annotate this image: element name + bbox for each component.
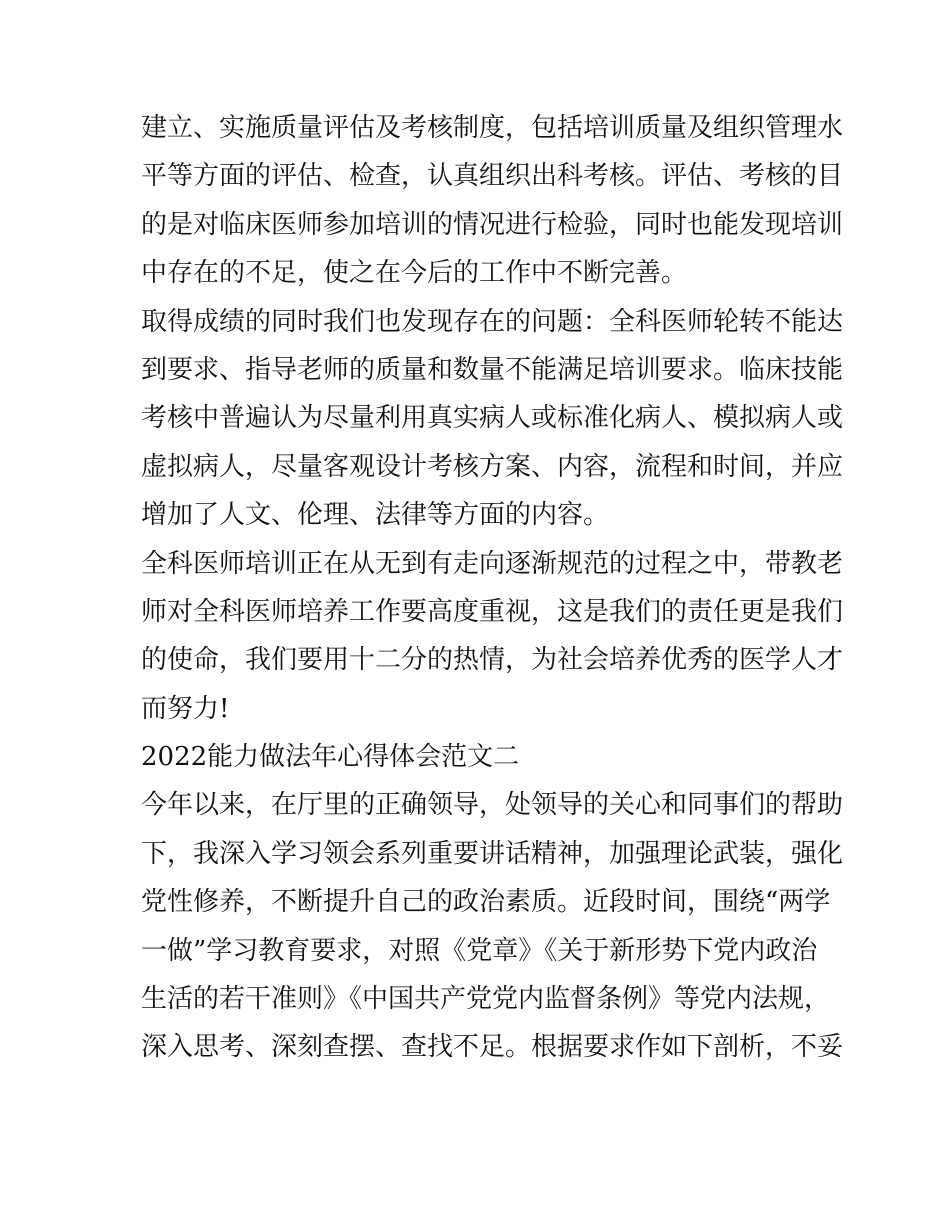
text-line: 党性修养，不断提升自己的政治素质。近段时间，围绕“两学 (141, 887, 831, 918)
text-line: 师对全科医师培养工作要高度重视，这是我们的责任更是我们 (141, 596, 844, 627)
text-line: 考核中普遍认为尽量利用真实病人或标准化病人、模拟病人或 (141, 403, 844, 434)
text-line: 生活的若干准则》《中国共产党党内监督条例》等党内法规， (141, 984, 831, 1015)
text-line: 取得成绩的同时我们也发现存在的问题：全科医师轮转不能达 (141, 306, 844, 337)
text-line: 中存在的不足，使之在今后的工作中不断完善。 (141, 258, 688, 289)
document-body (141, 104, 844, 1072)
text-line: 深入思考、深刻查摆、查找不足。根据要求作如下剖析，不妥 (141, 1032, 844, 1063)
text-line: 到要求、指导老师的质量和数量不能满足培训要求。临床技能 (141, 354, 844, 385)
text-line: 而努力! (141, 693, 230, 724)
section-heading: 2022能力做法年心得体会范文二 (141, 742, 520, 773)
text-line: 虚拟病人，尽量客观设计考核方案、内容，流程和时间，并应 (141, 451, 844, 482)
text-line: 的是对临床医师参加培训的情况进行检验，同时也能发现培训 (141, 209, 844, 240)
text-line: 建立、实施质量评估及考核制度，包括培训质量及组织管理水 (141, 113, 844, 143)
text-line: 一做”学习教育要求，对照《党章》《关于新形势下党内政治 (141, 935, 818, 966)
text-line: 的使命，我们要用十二分的热情，为社会培养优秀的医学人才 (141, 645, 844, 676)
text-line: 增加了人文、伦理、法律等方面的内容。 (141, 500, 610, 531)
text-line: 今年以来，在厅里的正确领导，处领导的关心和同事们的帮助 (141, 790, 844, 821)
text-line: 平等方面的评估、检查，认真组织出科考核。评估、考核的目 (141, 161, 844, 192)
text-line: 下，我深入学习领会系列重要讲话精神，加强理论武装，强化 (141, 838, 844, 869)
text-line: 全科医师培训正在从无到有走向逐渐规范的过程之中，带教老 (141, 548, 844, 579)
